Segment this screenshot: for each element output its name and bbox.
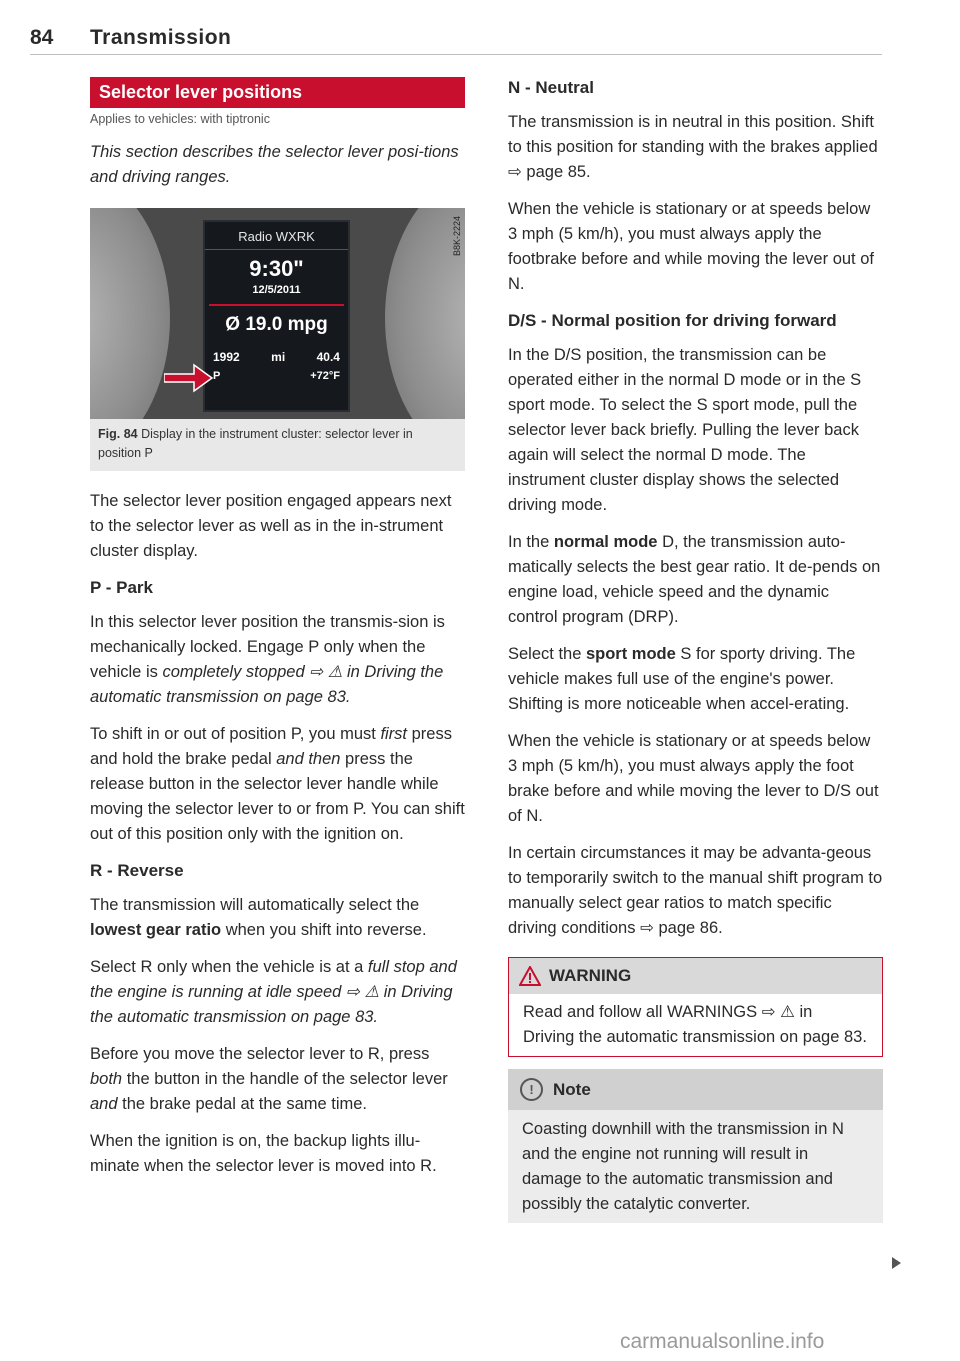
intro-text: This section describes the selector lever posi-tions and driving ranges.: [90, 143, 459, 186]
warning-title: WARNING: [549, 966, 632, 985]
page-header: [30, 24, 882, 55]
instrument-cluster-image: [90, 208, 465, 419]
ds-heading: D/S - Normal position for driving forward: [508, 311, 837, 330]
note-title: Note: [553, 1079, 591, 1099]
figure-caption: [90, 419, 465, 471]
right-column: [508, 70, 883, 1223]
warning-triangle-icon: [519, 966, 541, 986]
paragraph: In the normal mode D, the transmission auto-matically selects the best gear ratio. It de-pends on engine load, vehicle speed and the dynamic control program (DRP).: [508, 533, 881, 626]
reverse-heading: R - Reverse: [90, 861, 184, 880]
info-icon: !: [520, 1078, 543, 1101]
date: 12/5/2011: [252, 284, 301, 296]
note-body: [508, 1110, 883, 1223]
mpg-value: 19.0 mpg: [245, 314, 328, 335]
caption-text: Display in the instrument cluster: selector lever in position P: [98, 427, 413, 460]
note-header: [508, 1069, 883, 1110]
figure-code: B8K-2224: [452, 216, 462, 257]
paragraph: When the vehicle is stationary or at speeds below 3 mph (5 km/h), you must always apply the footbrake before and while moving the lever out of N.: [508, 200, 874, 293]
red-divider: [209, 304, 344, 306]
neutral-heading: N - Neutral: [508, 78, 594, 97]
odometer-row: [205, 350, 348, 364]
paragraph: Select R only when the vehicle is at a full stop and the engine is running at idle speed ⇨ ⚠ in Driving the automatic transmission on page 83.: [90, 958, 457, 1026]
page-number: 84: [30, 26, 54, 49]
outside-temp: +72°F: [310, 370, 340, 382]
note-box: [508, 1069, 883, 1223]
left-column: [90, 70, 465, 1191]
paragraph: The transmission will automatically select the lowest gear ratio when you shift into reverse.: [90, 896, 427, 939]
paragraph: The selector lever position engaged appears next to the selector lever as well as in the in-strument cluster display.: [90, 492, 452, 560]
paragraph: Select the sport mode S for sporty driving. The vehicle makes full use of the engine's power. Shifting is more noticeable when accel-erating.: [508, 645, 856, 713]
distance-unit: mi: [271, 350, 286, 364]
park-heading: P - Park: [90, 578, 154, 597]
warning-body: [509, 994, 882, 1056]
paragraph: To shift in or out of position P, you must first press and hold the brake pedal and then press the release button in the selector lever handle while moving the selector lever to or from P. You can shift out of this position only with the ignition on.: [90, 725, 465, 843]
gear-indicator: P: [213, 370, 221, 382]
paragraph: In certain circumstances it may be advanta-geous to temporarily switch to the manual shift program to manually select gear ratios to match specific driving conditions ⇨ page 86.: [508, 844, 883, 937]
clock-time: 9:30": [249, 256, 304, 281]
figure-label: Fig. 84: [98, 427, 138, 441]
applies-note: Applies to vehicles: with tiptronic: [90, 112, 270, 126]
cluster-display: [203, 220, 350, 412]
paragraph: In this selector lever position the transmis-sion is mechanically locked. Engage P only when the vehicle is completely stopped ⇨ ⚠ in Driving the automatic transmission on page 83.: [90, 613, 445, 706]
red-arrow-icon: [164, 363, 214, 393]
fuel-economy: [205, 314, 348, 336]
watermark: carmanualsonline.info: [620, 1330, 825, 1353]
warning-header: [509, 958, 882, 994]
paragraph: When the ignition is on, the backup lights illu-minate when the selector lever is moved into R.: [90, 1132, 437, 1175]
paragraph: In the D/S position, the transmission can be operated either in the normal D mode or in the S sport mode. To select the S sport mode, pull the selector lever back briefly. Pulling the lever back again will select the normal D mode. The instrument cluster display shows the selected driving mode.: [508, 346, 862, 514]
average-symbol: Ø: [225, 314, 241, 335]
figure-84: [90, 208, 465, 471]
trip: 40.4: [316, 350, 340, 364]
odometer: 1992: [213, 350, 240, 364]
warning-box: [508, 957, 883, 1057]
radio-station: Radio WXRK: [205, 222, 348, 250]
gear-row: [205, 370, 348, 382]
note-text: Coasting downhill with the transmission in N and the engine not running will result in damage to the automatic transmission and possibly the catalytic converter.: [522, 1120, 844, 1213]
left-gauge: [90, 208, 170, 419]
warning-text: Read and follow all WARNINGS ⇨ ⚠ in Driving the automatic transmission on page 83.: [523, 1003, 867, 1046]
section-title: Transmission: [90, 26, 232, 49]
paragraph: The transmission is in neutral in this position. Shift to this position for standing with the brakes applied ⇨ page 85.: [508, 113, 878, 181]
selector-lever-positions-title: Selector lever positions: [90, 77, 465, 108]
paragraph: Before you move the selector lever to R, press both the button in the handle of the selector lever and the brake pedal at the same time.: [90, 1045, 448, 1113]
paragraph: When the vehicle is stationary or at speeds below 3 mph (5 km/h), you must always apply the foot brake before and while moving the lever to D/S out of N.: [508, 732, 879, 825]
continue-arrow-icon: [892, 1257, 901, 1269]
